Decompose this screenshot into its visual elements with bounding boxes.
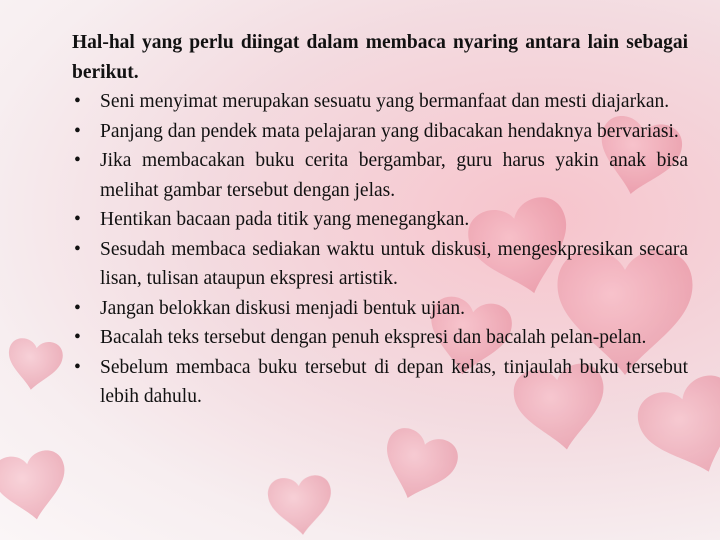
slide-content [72,28,688,412]
heart-icon [4,336,64,393]
bullet-item: • Jika membacakan buku cerita bergambar, guru harus yakin anak bisa melihat gambar tersebut dengan jelas. [72,146,688,205]
heart-icon [0,448,72,526]
bullet-item: • Sebelum membaca buku tersebut di depan kelas, tinjaulah buku tersebut lebih dahulu. [72,353,688,412]
bullet-item: • Jangan belokkan diskusi menjadi bentuk ujian. [72,294,688,324]
slide-heading: Hal-hal yang perlu diingat dalam membaca nyaring antara lain sebagai berikut. [72,32,688,83]
heart-icon [267,474,335,538]
bullet-item: • Panjang dan pendek mata pelajaran yang dibacakan hendaknya bervariasi. [72,117,688,147]
heart-icon [373,424,462,510]
bullet-item: • Sesudah membaca sediakan waktu untuk diskusi, mengeskpresikan secara lisan, tulisan ataupun ekspresi artistik. [72,235,688,294]
bullet-list [72,87,688,412]
bullet-item: • Seni menyimat merupakan sesuatu yang bermanfaat dan mesti diajarkan. [72,87,688,117]
bullet-item: • Hentikan bacaan pada titik yang menegangkan. [72,205,688,235]
bullet-item: • Bacalah teks tersebut dengan penuh ekspresi dan bacalah pelan-pelan. [72,323,688,353]
